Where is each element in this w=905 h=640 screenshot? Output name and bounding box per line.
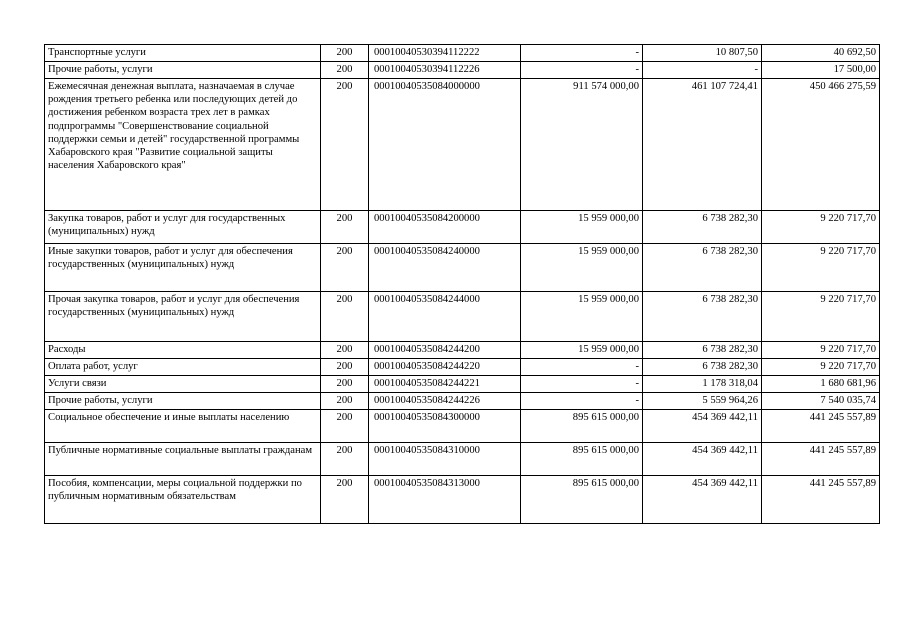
row-exec: 6 738 282,30 (643, 359, 762, 376)
row-kbk: 00010040535084244200 (369, 342, 521, 359)
row-rest: 441 245 557,89 (762, 410, 880, 443)
row-name: Закупка товаров, работ и услуг для государственных (муниципальных) нужд (45, 211, 321, 244)
row-code: 200 (321, 393, 369, 410)
row-rest: 1 680 681,96 (762, 376, 880, 393)
row-plan: 15 959 000,00 (521, 211, 643, 244)
row-name: Расходы (45, 342, 321, 359)
row-name: Транспортные услуги (45, 45, 321, 62)
row-exec: 454 369 442,11 (643, 410, 762, 443)
row-name: Прочая закупка товаров, работ и услуг для обеспечения государственных (муниципальных) нужд (45, 292, 321, 342)
row-name: Иные закупки товаров, работ и услуг для обеспечения государственных (муниципальных) нужд (45, 244, 321, 292)
row-code: 200 (321, 443, 369, 476)
row-code: 200 (321, 376, 369, 393)
row-name: Пособия, компенсации, меры социальной поддержки по публичным нормативным обязательствам (45, 476, 321, 524)
row-kbk: 00010040535084240000 (369, 244, 521, 292)
table-row (45, 211, 880, 244)
row-name: Оплата работ, услуг (45, 359, 321, 376)
row-kbk: 00010040535084244000 (369, 292, 521, 342)
row-rest: 9 220 717,70 (762, 359, 880, 376)
row-exec: 454 369 442,11 (643, 443, 762, 476)
row-rest: 7 540 035,74 (762, 393, 880, 410)
table-row (45, 342, 880, 359)
row-code: 200 (321, 45, 369, 62)
table-row (45, 45, 880, 62)
row-code: 200 (321, 292, 369, 342)
row-name: Социальное обеспечение и иные выплаты населению (45, 410, 321, 443)
table-row (45, 292, 880, 342)
row-plan: 15 959 000,00 (521, 342, 643, 359)
row-plan: - (521, 393, 643, 410)
row-rest: 441 245 557,89 (762, 476, 880, 524)
row-code: 200 (321, 342, 369, 359)
budget-table (44, 44, 880, 524)
row-plan: - (521, 376, 643, 393)
row-name: Публичные нормативные социальные выплаты гражданам (45, 443, 321, 476)
table-row (45, 476, 880, 524)
row-plan: 15 959 000,00 (521, 244, 643, 292)
row-plan: - (521, 359, 643, 376)
row-rest: 450 466 275,59 (762, 79, 880, 211)
row-kbk: 00010040535084244220 (369, 359, 521, 376)
row-code: 200 (321, 62, 369, 79)
row-kbk: 00010040535084244226 (369, 393, 521, 410)
row-exec: 10 807,50 (643, 45, 762, 62)
row-name: Прочие работы, услуги (45, 393, 321, 410)
row-exec: 6 738 282,30 (643, 292, 762, 342)
row-exec: 6 738 282,30 (643, 244, 762, 292)
row-plan: 895 615 000,00 (521, 443, 643, 476)
row-name: Ежемесячная денежная выплата, назначаемая в случае рождения третьего ребенка или последующих детей до достижения ребенком возраста трех лет в рамках подпрограммы "Совершенствование социальной поддержки семьи и детей" государственной программы Хабаровского края "Развитие социальной защиты населения Хабаровского края" (45, 79, 321, 211)
row-kbk: 00010040535084000000 (369, 79, 521, 211)
row-exec: 461 107 724,41 (643, 79, 762, 211)
row-code: 200 (321, 410, 369, 443)
row-exec: 1 178 318,04 (643, 376, 762, 393)
row-rest: 441 245 557,89 (762, 443, 880, 476)
row-plan: 895 615 000,00 (521, 476, 643, 524)
row-code: 200 (321, 359, 369, 376)
row-kbk: 00010040535084244221 (369, 376, 521, 393)
row-exec: 454 369 442,11 (643, 476, 762, 524)
row-rest: 9 220 717,70 (762, 342, 880, 359)
table-row (45, 443, 880, 476)
row-name: Прочие работы, услуги (45, 62, 321, 79)
row-rest: 40 692,50 (762, 45, 880, 62)
row-kbk: 00010040530394112226 (369, 62, 521, 79)
row-kbk: 00010040535084310000 (369, 443, 521, 476)
table-row (45, 393, 880, 410)
table-row (45, 62, 880, 79)
budget-table-body (45, 45, 880, 524)
table-row (45, 244, 880, 292)
row-plan: 895 615 000,00 (521, 410, 643, 443)
row-exec: - (643, 62, 762, 79)
row-code: 200 (321, 476, 369, 524)
table-row (45, 376, 880, 393)
table-row (45, 359, 880, 376)
row-kbk: 00010040530394112222 (369, 45, 521, 62)
row-kbk: 00010040535084200000 (369, 211, 521, 244)
row-rest: 9 220 717,70 (762, 244, 880, 292)
row-code: 200 (321, 211, 369, 244)
row-plan: 911 574 000,00 (521, 79, 643, 211)
row-rest: 17 500,00 (762, 62, 880, 79)
row-exec: 5 559 964,26 (643, 393, 762, 410)
row-name: Услуги связи (45, 376, 321, 393)
row-kbk: 00010040535084313000 (369, 476, 521, 524)
row-code: 200 (321, 244, 369, 292)
row-plan: 15 959 000,00 (521, 292, 643, 342)
row-plan: - (521, 45, 643, 62)
row-exec: 6 738 282,30 (643, 342, 762, 359)
table-row (45, 410, 880, 443)
row-exec: 6 738 282,30 (643, 211, 762, 244)
table-row (45, 79, 880, 211)
row-rest: 9 220 717,70 (762, 292, 880, 342)
row-code: 200 (321, 79, 369, 211)
row-plan: - (521, 62, 643, 79)
row-kbk: 00010040535084300000 (369, 410, 521, 443)
row-rest: 9 220 717,70 (762, 211, 880, 244)
